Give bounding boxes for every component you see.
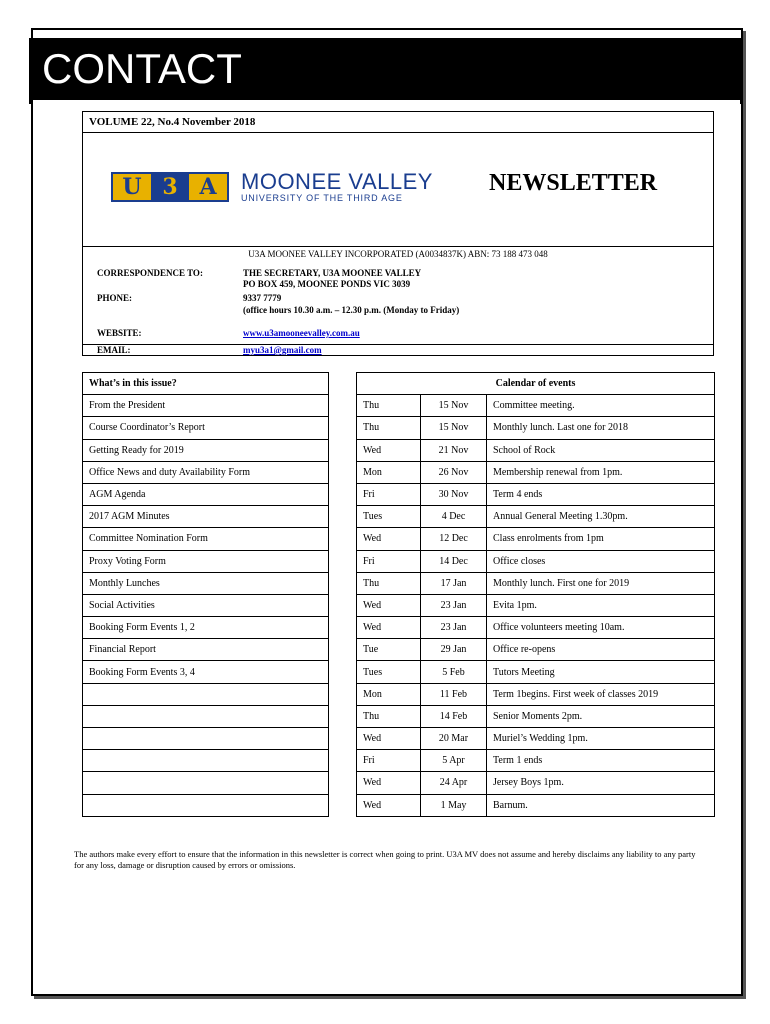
event-description: Committee meeting. [487,395,715,417]
table-row [83,617,715,639]
issue-item [83,794,329,816]
email-link[interactable]: myu3a1@gmail.com [243,345,322,355]
email-value [243,345,322,355]
issue-item: Booking Form Events 3, 4 [83,661,329,683]
column-gap [329,683,357,705]
correspondence-line1: THE SECRETARY, U3A MOONEE VALLEY [243,268,422,278]
issue-item [83,772,329,794]
event-description: Tutors Meeting [487,661,715,683]
event-day: Wed [357,794,421,816]
event-date: 23 Jan [421,594,487,616]
event-description: Monthly lunch. Last one for 2018 [487,417,715,439]
column-gap [329,750,357,772]
table-row [83,395,715,417]
issue-item [83,728,329,750]
calendar-header: Calendar of events [357,373,715,395]
event-description: Term 1 ends [487,750,715,772]
issue-item [83,705,329,727]
event-day: Wed [357,439,421,461]
column-gap [329,661,357,683]
issue-item [83,750,329,772]
event-day: Mon [357,461,421,483]
office-hours: (office hours 10.30 a.m. – 12.30 p.m. (Monday to Friday) [243,305,460,315]
issue-item: Office News and duty Availability Form [83,461,329,483]
table-row [83,417,715,439]
table-body [83,395,715,817]
event-date: 26 Nov [421,461,487,483]
column-gap [329,506,357,528]
issue-item: Getting Ready for 2019 [83,439,329,461]
issue-item: From the President [83,395,329,417]
event-day: Thu [357,572,421,594]
table-row [83,506,715,528]
event-day: Fri [357,750,421,772]
u3a-logo [111,170,433,204]
website-label: WEBSITE: [97,328,142,338]
table-row [83,705,715,727]
event-day: Wed [357,772,421,794]
column-gap [329,728,357,750]
issue-item: Committee Nomination Form [83,528,329,550]
event-date: 15 Nov [421,417,487,439]
event-day: Mon [357,683,421,705]
issue-item: Proxy Voting Form [83,550,329,572]
event-date: 30 Nov [421,483,487,505]
event-description: Barnum. [487,794,715,816]
column-gap [329,483,357,505]
table-row [83,572,715,594]
logo-subtitle: UNIVERSITY OF THE THIRD AGE [241,193,403,203]
event-day: Tues [357,506,421,528]
event-day: Thu [357,705,421,727]
website-link[interactable]: www.u3amooneevalley.com.au [243,328,360,338]
column-gap [329,373,357,395]
column-gap [329,528,357,550]
volume-issue: VOLUME 22, No.4 November 2018 [83,112,713,133]
event-description: Evita 1pm. [487,594,715,616]
event-date: 15 Nov [421,395,487,417]
event-description: Office re-opens [487,639,715,661]
table-row [83,794,715,816]
table-row [83,750,715,772]
event-description: School of Rock [487,439,715,461]
event-date: 12 Dec [421,528,487,550]
event-day: Thu [357,417,421,439]
event-date: 20 Mar [421,728,487,750]
table-row [83,594,715,616]
issue-item: Financial Report [83,639,329,661]
event-date: 23 Jan [421,617,487,639]
correspondence-label: CORRESPONDENCE TO: [97,268,203,278]
event-date: 1 May [421,794,487,816]
table-row [83,528,715,550]
column-gap [329,639,357,661]
column-gap [329,617,357,639]
event-date: 24 Apr [421,772,487,794]
logo-wordmark [241,171,433,203]
email-label: EMAIL: [97,345,131,355]
website-value [243,328,360,338]
event-day: Tues [357,661,421,683]
event-date: 14 Dec [421,550,487,572]
event-description: Annual General Meeting 1.30pm. [487,506,715,528]
banner-edge-right [740,38,743,104]
column-gap [329,794,357,816]
event-day: Tue [357,639,421,661]
contact-banner: CONTACT [32,38,740,100]
column-gap [329,572,357,594]
event-day: Thu [357,395,421,417]
logo-letter-u: U [122,174,142,200]
event-date: 5 Feb [421,661,487,683]
correspondence-line2: PO BOX 459, MOONEE PONDS VIC 3039 [243,279,411,289]
event-day: Fri [357,550,421,572]
table-row [83,483,715,505]
org-registration: U3A MOONEE VALLEY INCORPORATED (A0034837K) ABN: 73 188 473 048 [248,249,548,259]
table-row [83,639,715,661]
table-row [83,728,715,750]
phone-number: 9337 7779 [243,293,282,303]
event-date: 11 Feb [421,683,487,705]
issue-item: Social Activities [83,594,329,616]
column-gap [329,705,357,727]
issue-item: AGM Agenda [83,483,329,505]
column-gap [329,594,357,616]
divider [83,246,713,247]
event-day: Wed [357,617,421,639]
disclaimer: The authors make every effort to ensure that the information in this newsletter is correct when going to print. U3A MV does not assume and hereby disclaims any liability to any party for any loss, damage or disruption caused by errors or omissions. [74,849,696,870]
issue-item: 2017 AGM Minutes [83,506,329,528]
table-row [83,439,715,461]
contents-calendar-table [82,372,715,817]
phone-label: PHONE: [97,293,132,303]
event-date: 5 Apr [421,750,487,772]
event-description: Office closes [487,550,715,572]
table-row [83,550,715,572]
event-date: 14 Feb [421,705,487,727]
table-row [83,772,715,794]
newsletter-title: NEWSLETTER [489,170,658,196]
newsletter-header [82,111,714,356]
logo-letter-a: A [199,174,217,200]
table-row [83,661,715,683]
logo-letter-3: 3 [151,174,189,200]
event-description: Senior Moments 2pm. [487,705,715,727]
event-date: 17 Jan [421,572,487,594]
column-gap [329,417,357,439]
event-date: 29 Jan [421,639,487,661]
event-description: Monthly lunch. First one for 2019 [487,572,715,594]
event-description: Class enrolments from 1pm [487,528,715,550]
event-description: Term 4 ends [487,483,715,505]
column-gap [329,439,357,461]
event-day: Wed [357,594,421,616]
event-description: Term 1begins. First week of classes 2019 [487,683,715,705]
issue-item: Booking Form Events 1, 2 [83,617,329,639]
column-gap [329,461,357,483]
event-day: Wed [357,528,421,550]
event-day: Fri [357,483,421,505]
column-gap [329,772,357,794]
issue-header: What’s in this issue? [83,373,329,395]
event-description: Jersey Boys 1pm. [487,772,715,794]
issue-item: Monthly Lunches [83,572,329,594]
event-date: 4 Dec [421,506,487,528]
divider [83,344,713,345]
issue-item: Course Coordinator’s Report [83,417,329,439]
event-description: Muriel’s Wedding 1pm. [487,728,715,750]
event-description: Office volunteers meeting 10am. [487,617,715,639]
table-row [83,683,715,705]
event-date: 21 Nov [421,439,487,461]
logo-title: MOONEE VALLEY [241,169,433,194]
event-description: Membership renewal from 1pm. [487,461,715,483]
u3a-logo-badge [111,172,229,202]
table-row [83,461,715,483]
issue-item [83,683,329,705]
column-gap [329,550,357,572]
column-gap [329,395,357,417]
event-day: Wed [357,728,421,750]
